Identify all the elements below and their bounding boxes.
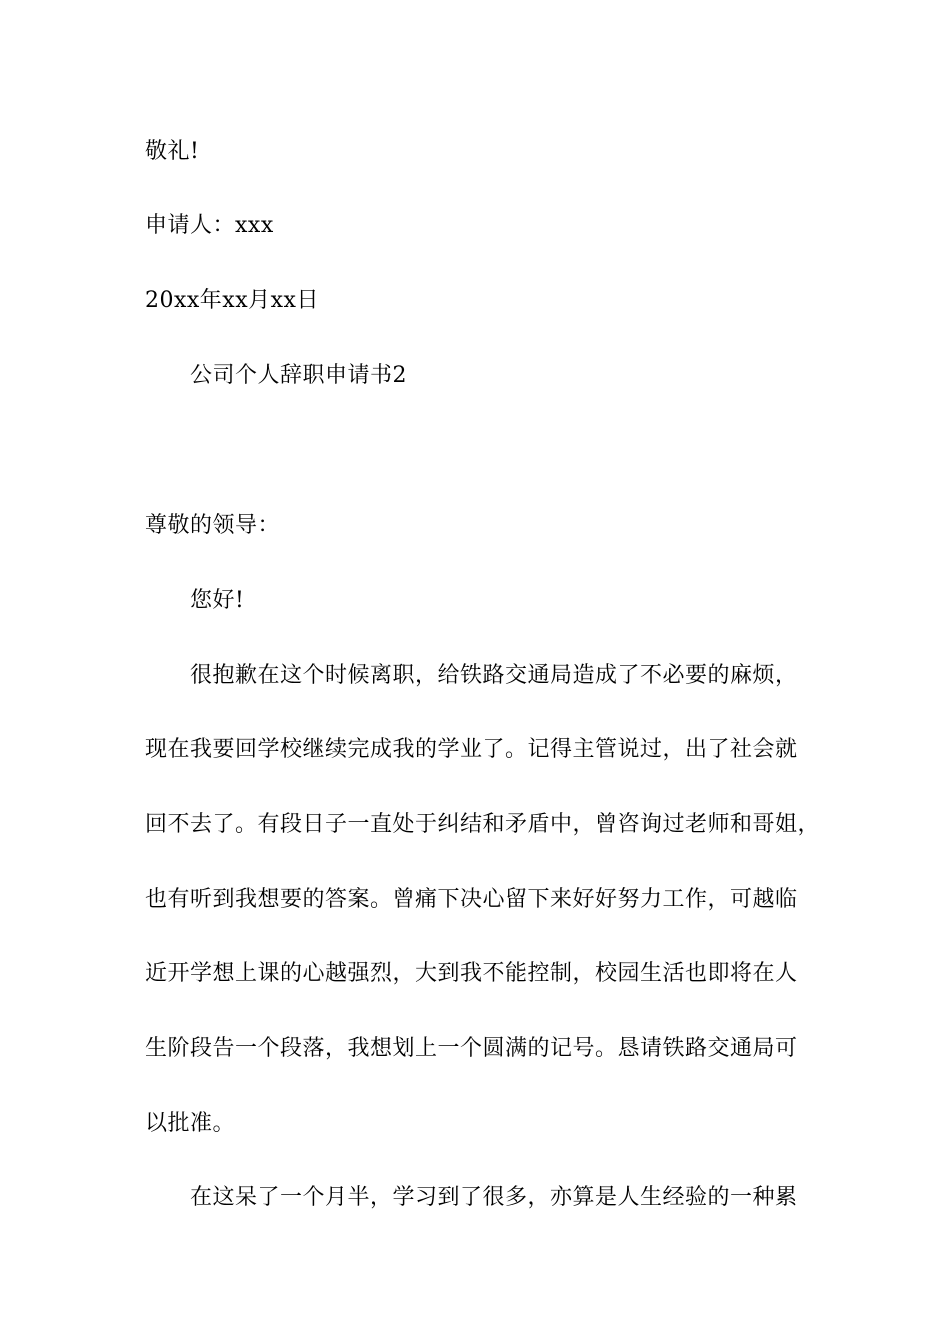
date-line: 20xx年xx月xx日 [145,288,319,313]
letter-greeting: 尊敬的领导： [145,513,281,538]
closing-salute: 敬礼! [145,139,200,164]
section-title: 公司个人辞职申请书2 [190,363,407,388]
paragraph-line: 回不去了。有段日子一直处于纠结和矛盾中，曾咨询过老师和哥姐， [145,812,821,837]
paragraph-line: 近开学想上课的心越强烈，大到我不能控制，校园生活也即将在人 [145,961,798,986]
applicant-line: 申请人：xxx [145,213,274,238]
paragraph-line: 在这呆了一个月半，学习到了很多，亦算是人生经验的一种累 [190,1185,798,1210]
paragraph-line: 以批准。 [145,1111,236,1136]
paragraph-line: 生阶段告一个段落，我想划上一个圆满的记号。恳请铁路交通局可 [145,1036,798,1061]
paragraph-line: 也有听到我想要的答案。曾痛下决心留下来好好努力工作，可越临 [145,887,798,912]
paragraph-line: 现在我要回学校继续完成我的学业了。记得主管说过，出了社会就 [145,737,798,762]
paragraph-line: 很抱歉在这个时候离职，给铁路交通局造成了不必要的麻烦， [190,663,798,688]
letter-hello: 您好! [190,588,245,613]
